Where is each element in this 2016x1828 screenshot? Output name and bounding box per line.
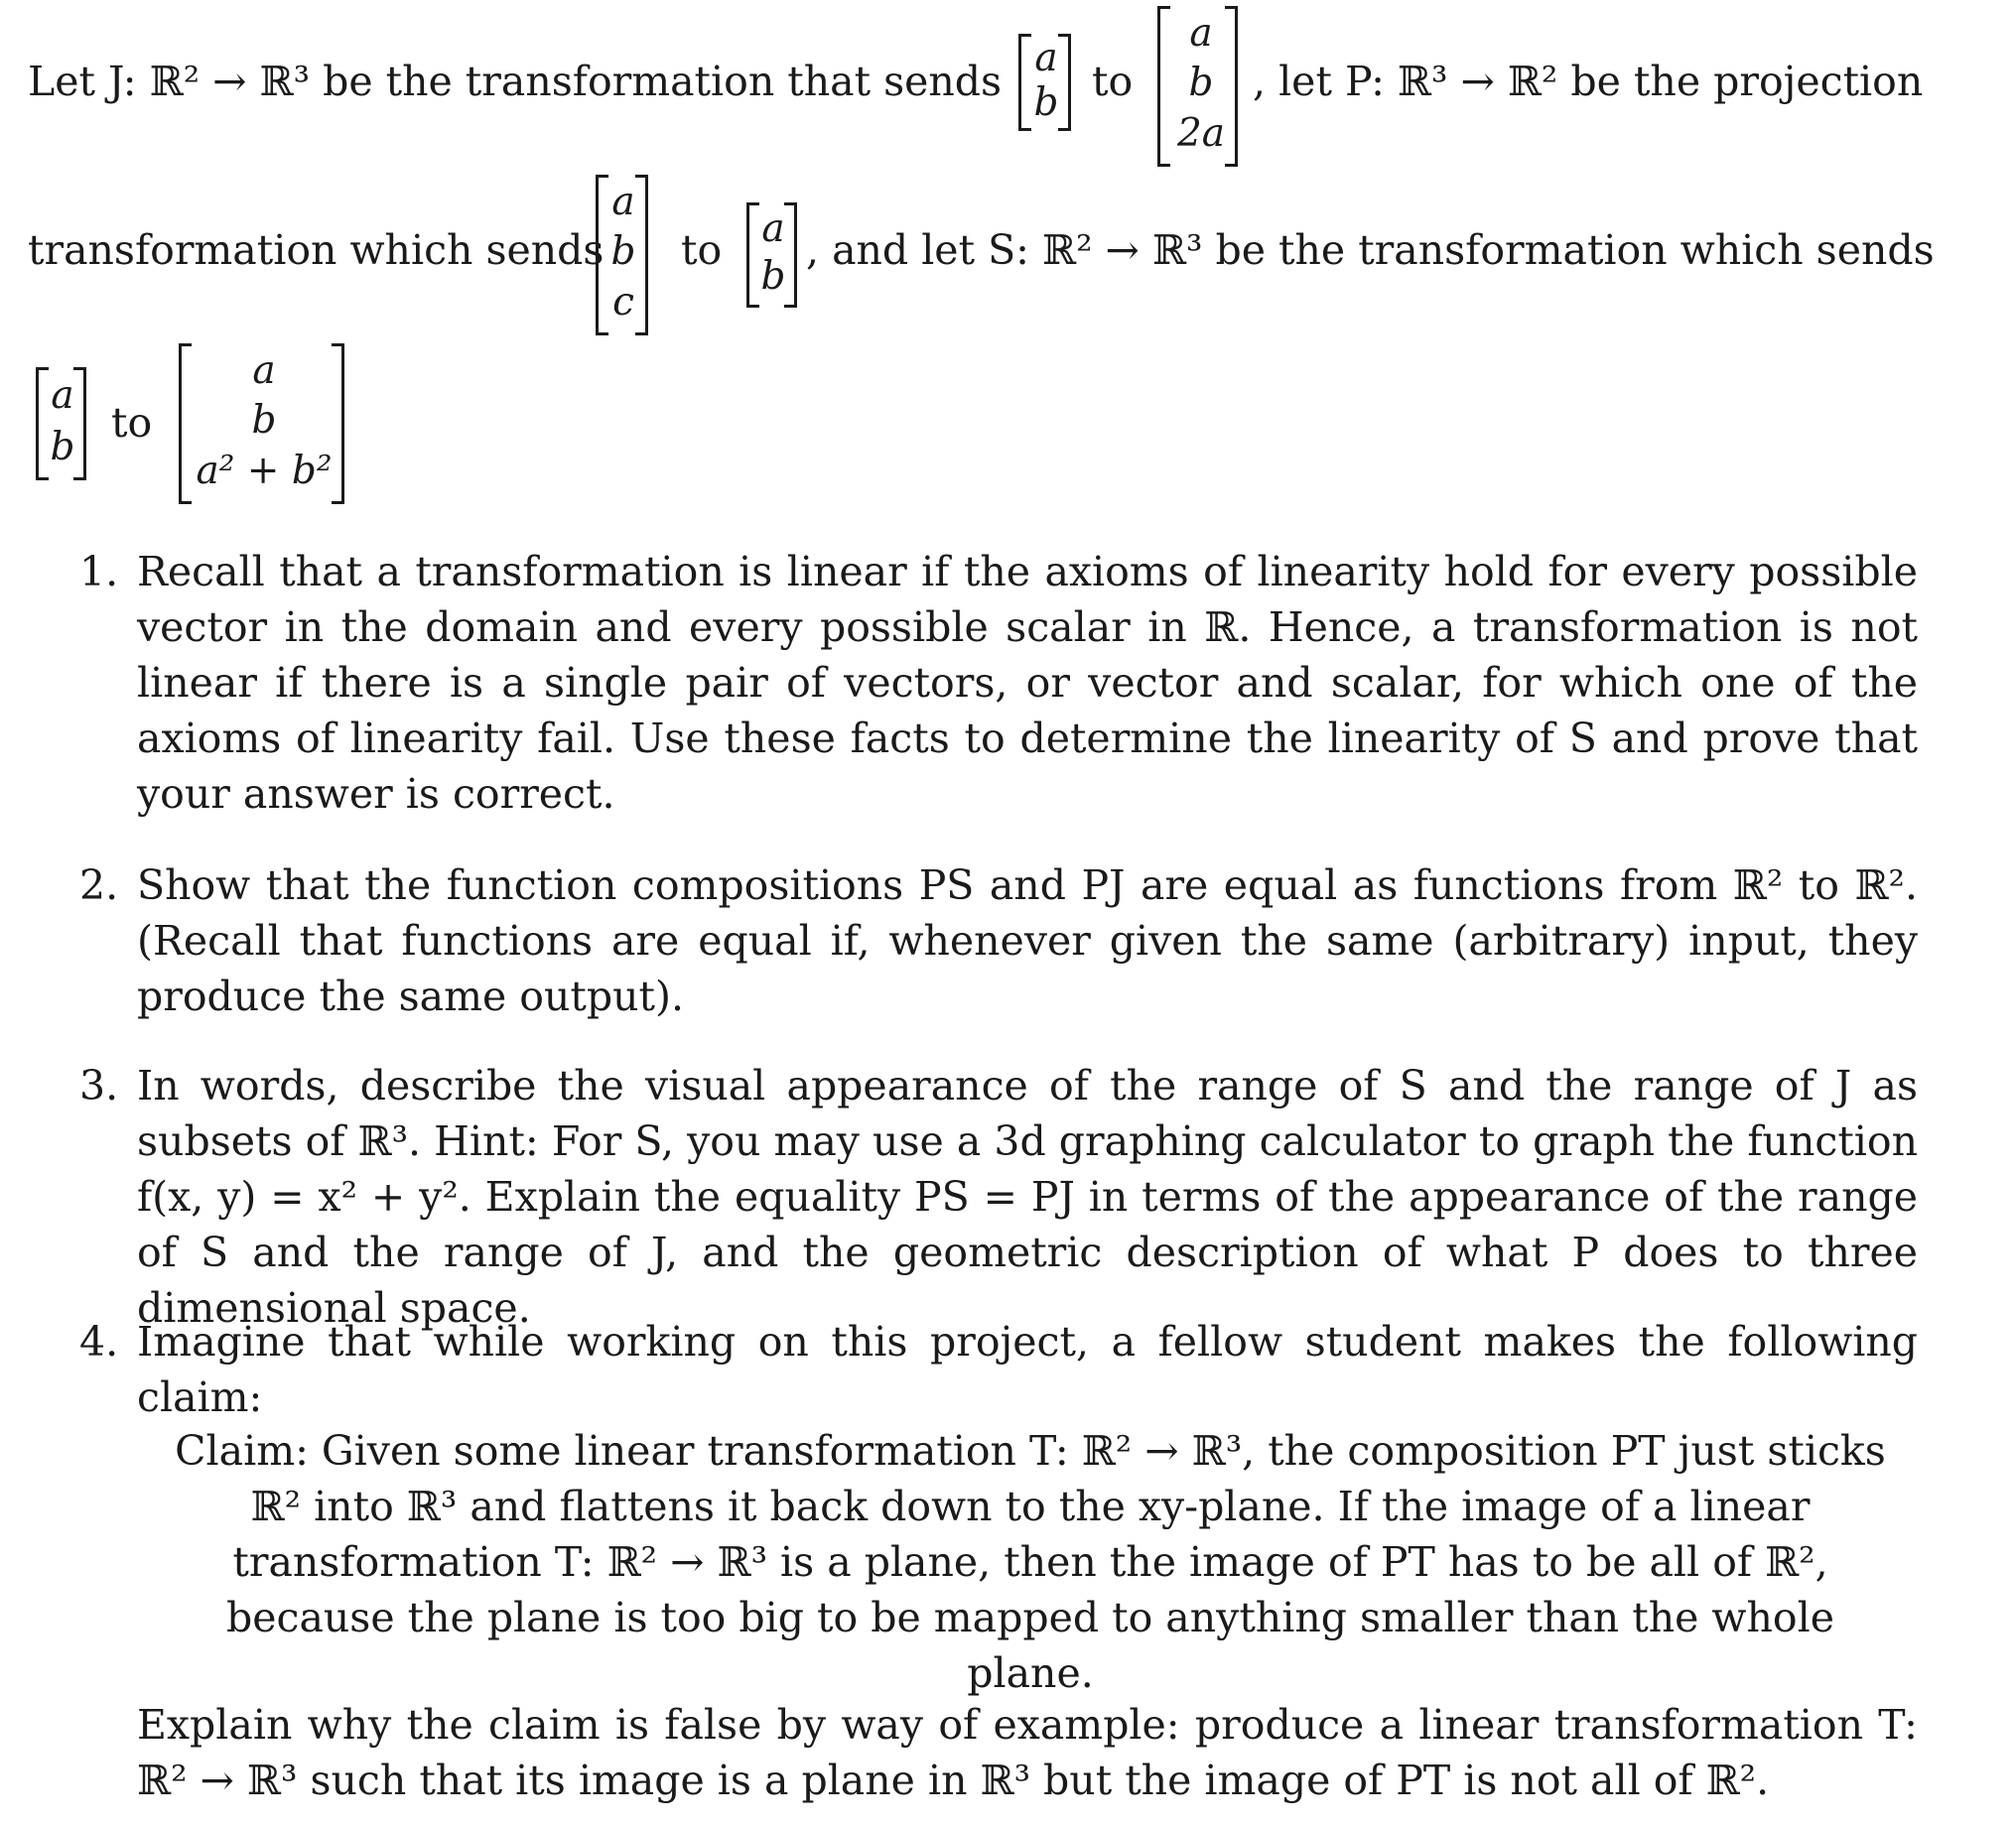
s-input-entry: b — [50, 424, 75, 469]
p-input-entry: a — [611, 179, 635, 224]
item-4-text: Imagine that while working on this project, a fellow student makes the following claim: — [137, 1318, 1918, 1421]
intro-line-2-text: transformation which sends — [28, 226, 605, 274]
s-input-entry: a — [51, 372, 74, 418]
s-input-vector — [42, 369, 83, 472]
item-number: 4. — [79, 1318, 119, 1366]
p-input-entry: b — [610, 229, 636, 275]
j-output-entry: 2a — [1176, 111, 1226, 157]
intro-to-word: to — [1092, 58, 1134, 105]
intro-line-2-tail: , and let S: ℝ² → ℝ³ be the transformation which sends — [806, 226, 1935, 274]
s-output-entry: b — [251, 398, 277, 444]
claim-quote: Claim: Given some linear transformation T: ℝ² → ℝ³, the composition PT just sticks ℝ² into ℝ³ and flattens it back down to the xy-plane. If the image of a linear transformation T: ℝ² → ℝ³ is a plane, then the image of PT has to be all of ℝ², because the plane is too big to be mapped to anything smaller than the whole plane. — [175, 1427, 1886, 1697]
item-number: 2. — [79, 861, 119, 909]
item-number: 1. — [79, 548, 119, 595]
closing-instruction: Explain why the claim is false by way of example: produce a linear transformation T: ℝ² → ℝ³ such that its image is a plane in ℝ³ but the image of PT is not all of ℝ². — [137, 1701, 1918, 1804]
item-2-text: Show that the function compositions PS and PJ are equal as functions from ℝ² to ℝ². (Recall that functions are equal if, whenever given the same (arbitrary) input, they produce the same output). — [137, 861, 1918, 1020]
intro-to-word: to — [681, 226, 723, 274]
j-output-vector — [1163, 8, 1239, 159]
j-input-vector — [1026, 36, 1066, 123]
p-output-vector — [752, 204, 794, 300]
s-output-vector — [185, 345, 343, 496]
p-output-entry: b — [760, 253, 786, 299]
item-1-text: Recall that a transformation is linear if the axioms of linearity hold for every possible vector in the domain and every possible scalar in ℝ. Hence, a transformation is not linear if there is a single pair of vectors, or vector and scalar, for which one of the axioms of linearity fail. Use these facts to determine the linearity of S and prove that your answer is correct. — [137, 548, 1918, 818]
j-output-entry: b — [1188, 61, 1214, 106]
j-input-entry: a — [1034, 36, 1058, 80]
intro-to-word: to — [111, 399, 153, 447]
j-input-entry: b — [1033, 80, 1059, 125]
p-input-vector — [602, 177, 645, 327]
j-output-entry: a — [1189, 10, 1213, 56]
item-3-text: In words, describe the visual appearance of the range of S and the range of J as subsets of ℝ³. Hint: For S, you may use a 3d graphing calculator to graph the function f(x, y) = x² + y². Explain the equality PS = PJ in terms of the appearance of the range of S and the range of J, and the geometric description of what P does to three dimensional space. — [137, 1062, 1918, 1332]
intro-line-1-text: Let J: ℝ² → ℝ³ be the transformation that sends — [28, 58, 1003, 105]
p-input-entry: c — [612, 280, 634, 326]
intro-line-1-tail: , let P: ℝ³ → ℝ² be the projection — [1253, 58, 1924, 105]
item-number: 3. — [79, 1062, 119, 1110]
s-output-entry: a² + b² — [196, 449, 333, 494]
s-output-entry: a — [252, 347, 276, 393]
p-output-entry: a — [761, 205, 785, 251]
